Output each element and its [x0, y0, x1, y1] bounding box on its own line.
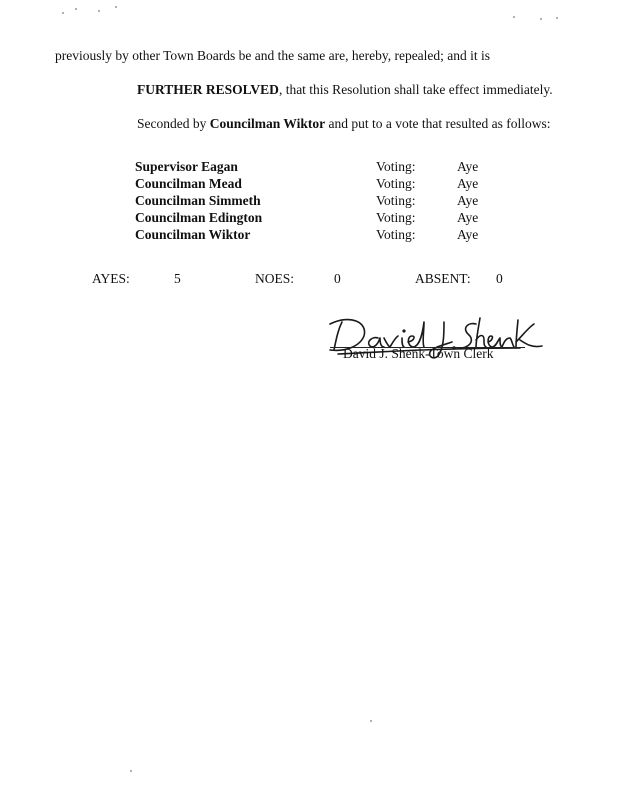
voter-name: Councilman Simmeth — [135, 193, 261, 208]
further-resolved-text: , that this Resolution shall take effect immediately. — [278, 82, 553, 97]
voting-label: Voting: — [376, 193, 416, 208]
noes-label: NOES: — [255, 271, 295, 286]
voter-name: Supervisor Eagan — [135, 159, 238, 174]
vote-value: Aye — [457, 210, 479, 225]
voter-name: Councilman Mead — [135, 176, 242, 191]
absent-label: ABSENT: — [415, 271, 471, 286]
vote-tally — [0, 270, 617, 288]
voting-label: Voting: — [376, 176, 416, 191]
seconded-suffix: and put to a vote that resulted as follows: — [325, 116, 551, 131]
vote-value: Aye — [457, 227, 479, 242]
seconded-prefix: Seconded by — [137, 116, 210, 131]
vote-row — [135, 209, 515, 226]
opening-text: previously by other Town Boards be and the same are, hereby, repealed; and it is — [55, 48, 491, 63]
scan-speck — [370, 720, 372, 722]
scan-speck — [98, 10, 100, 12]
vote-value: Aye — [457, 193, 479, 208]
vote-row — [135, 192, 515, 209]
paragraph-opening — [55, 48, 490, 64]
clerk-caption: David J. Shenk-Town Clerk — [343, 346, 494, 361]
paragraph-further-resolved — [137, 82, 553, 98]
scan-speck — [513, 16, 515, 18]
scan-speck — [75, 8, 77, 10]
voter-name: Councilman Edington — [135, 210, 263, 225]
scan-speck — [62, 12, 64, 14]
ayes-count: 5 — [174, 271, 181, 286]
paragraph-seconded — [137, 116, 550, 132]
further-resolved-heading: FURTHER RESOLVED — [137, 82, 279, 97]
scan-speck — [556, 17, 558, 19]
voting-label: Voting: — [376, 210, 416, 225]
scan-speck — [130, 770, 132, 772]
noes-count: 0 — [334, 271, 341, 286]
vote-value: Aye — [457, 176, 479, 191]
voting-label: Voting: — [376, 227, 416, 242]
scan-speck — [540, 18, 542, 20]
vote-table — [135, 158, 515, 243]
ayes-label: AYES: — [92, 271, 130, 286]
absent-count: 0 — [496, 271, 503, 286]
seconded-by-name: Councilman Wiktor — [209, 116, 326, 131]
vote-value: Aye — [457, 159, 479, 174]
voter-name: Councilman Wiktor — [135, 227, 251, 242]
vote-row — [135, 226, 515, 243]
vote-row — [135, 158, 515, 175]
vote-row — [135, 175, 515, 192]
scan-speck — [115, 6, 117, 8]
voting-label: Voting: — [376, 159, 416, 174]
